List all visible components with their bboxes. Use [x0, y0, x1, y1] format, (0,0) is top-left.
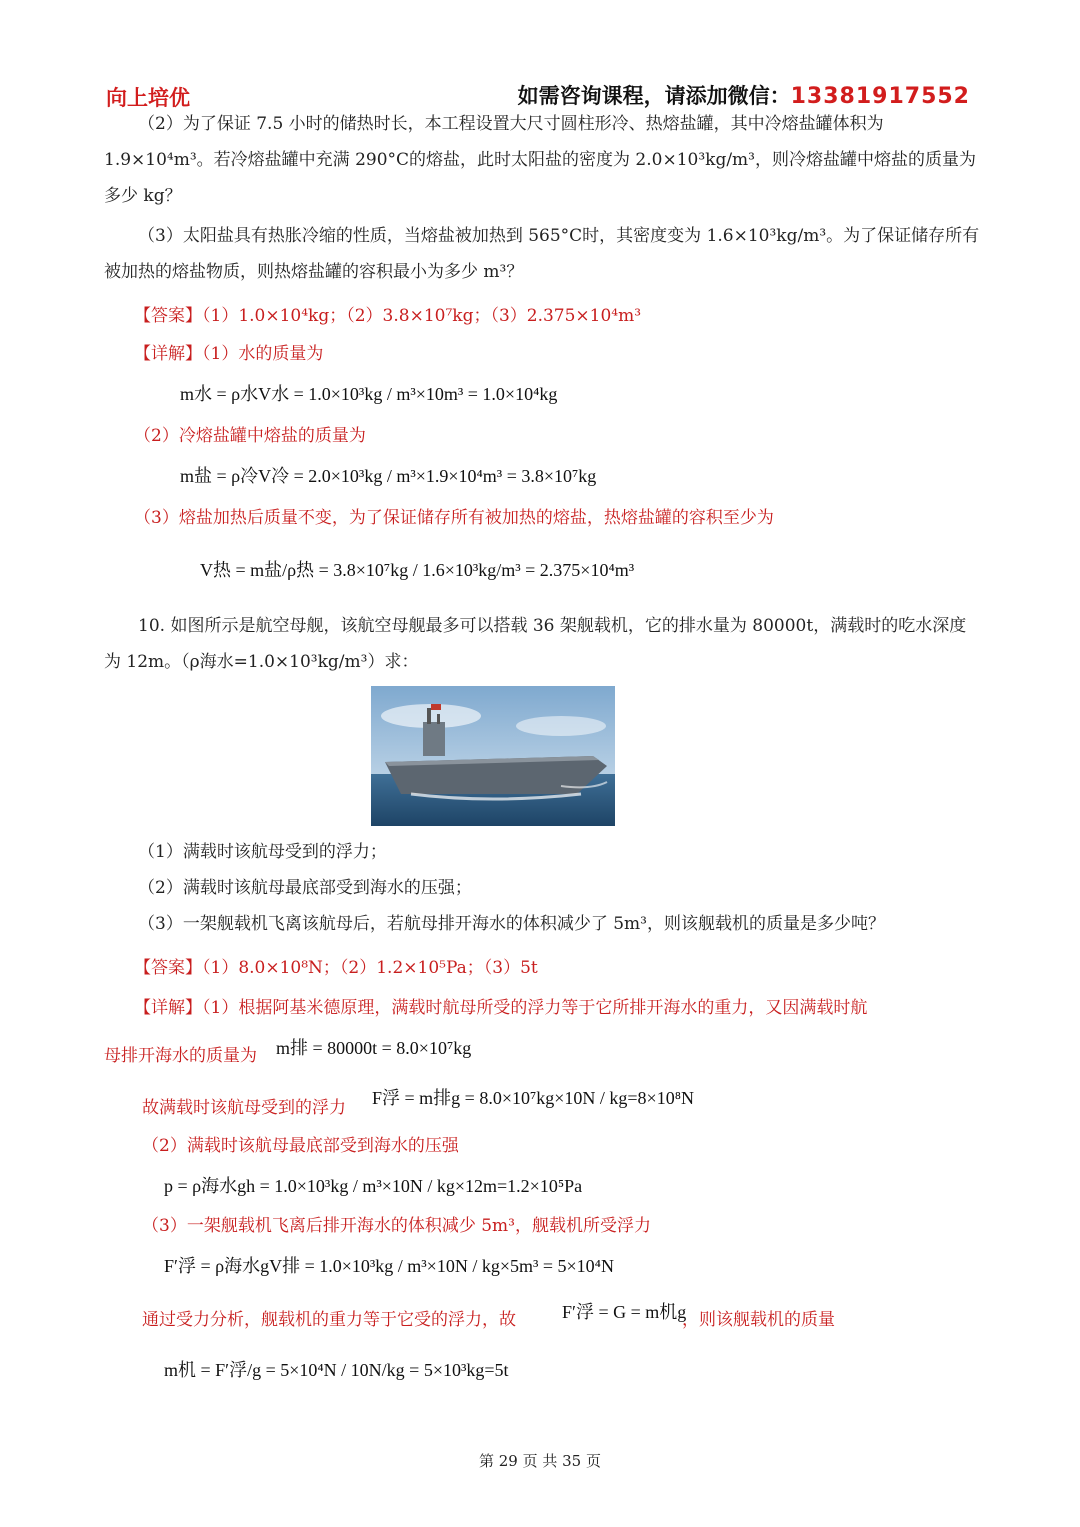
- page-number: 第 29 页 共 35 页: [478, 1452, 601, 1470]
- q9-formula2: m盐 = ρ冷V冷 = 2.0×10³kg / m³×1.9×10⁴m³ = 3.8×10⁷kg: [180, 466, 597, 486]
- q10-detail1c: 故满载时该航母受到的浮力: [142, 1098, 346, 1118]
- brand-title: 向上培优: [106, 86, 190, 110]
- q10-sub2: （2）满载时该航母最底部受到海水的压强；: [138, 878, 472, 898]
- q10-formula4: F′浮 = G = m机g: [562, 1302, 687, 1322]
- q10-formula5: m机 = F′浮/g = 5×10⁴N / 10N/kg = 5×10³kg=5t: [164, 1360, 509, 1380]
- q10-detail4a: 通过受力分析，舰载机的重力等于它受的浮力，故: [142, 1310, 516, 1330]
- aircraft-carrier-photo: [371, 686, 615, 826]
- contact-prefix: 如需咨询课程，请添加微信：: [517, 84, 791, 108]
- q10-detail1a: 【详解】（1）根据阿基米德原理，满载时航母所受的浮力等于它所排开海水的重力，又因满载时航: [134, 998, 868, 1018]
- q10-formula1b: F浮 = m排g = 8.0×10⁷kg×10N / kg=8×10⁸N: [372, 1088, 694, 1108]
- q9-part3: （3）太阳盐具有热胀冷缩的性质，当熔盐被加热到 565°C时，其密度变为 1.6×10³kg/m³。为了保证储存所有被加热的熔盐物质，则热熔盐罐的容积最小为多少 m³？: [104, 226, 980, 282]
- contact-phone: 13381917552: [790, 84, 970, 109]
- q10-sub1: （1）满载时该航母受到的浮力；: [138, 842, 387, 862]
- q9-answer: 【答案】（1）1.0×10⁴kg；（2）3.8×10⁷kg；（3）2.375×10⁴m³: [134, 306, 642, 326]
- q10-detail4b: ，则该舰载机的质量: [682, 1310, 835, 1330]
- q9-formula3: V热 = m盐/ρ热 = 3.8×10⁷kg / 1.6×10³kg/m³ = 2.375×10⁴m³: [200, 560, 635, 580]
- carrier-illustration: [371, 686, 615, 826]
- q10-detail3: （3）一架舰载机飞离后排开海水的体积减少 5m³，舰载机所受浮力: [142, 1216, 651, 1236]
- q10-sub3: （3）一架舰载机飞离该航母后，若航母排开海水的体积减少了 5m³，则该舰载机的质量是多少吨？: [138, 914, 885, 934]
- q9-detail2: （2）冷熔盐罐中熔盐的质量为: [134, 426, 366, 446]
- q10-stem: 10. 如图所示是航空母舰，该航空母舰最多可以搭载 36 架舰载机，它的排水量为 80000t，满载时的吃水深度为 12m。（ρ海水=1.0×10³kg/m³）求：: [104, 616, 967, 672]
- q9-detail3: （3）熔盐加热后质量不变，为了保证储存所有被加热的熔盐，热熔盐罐的容积至少为: [134, 508, 774, 528]
- q9-detail1: 【详解】（1）水的质量为: [134, 344, 324, 364]
- q9-formula1: m水 = ρ水V水 = 1.0×10³kg / m³×10m³ = 1.0×10⁴kg: [180, 384, 558, 404]
- q10-detail2: （2）满载时该航母最底部受到海水的压强: [142, 1136, 459, 1156]
- q10-detail1b: 母排开海水的质量为: [104, 1046, 257, 1066]
- q9-part2: （2）为了保证 7.5 小时的储热时长，本工程设置大尺寸圆柱形冷、热熔盐罐，其中冷熔盐罐体积为 1.9×10⁴m³。若冷熔盐罐中充满 290°C的熔盐，此时太阳盐的密度为 2.0×10³kg/m³，则冷熔盐罐中熔盐的质量为多少 kg？: [104, 114, 976, 206]
- q10-answer: 【答案】（1）8.0×10⁸N；（2）1.2×10⁵Pa；（3）5t: [134, 958, 538, 978]
- q10-formula3: F′浮 = ρ海水gV排 = 1.0×10³kg / m³×10N / kg×5m³ = 5×10⁴N: [164, 1256, 614, 1276]
- q10-formula1: m排 = 80000t = 8.0×10⁷kg: [276, 1038, 472, 1058]
- q10-formula2: p = ρ海水gh = 1.0×10³kg / m³×10N / kg×12m=1.2×10⁵Pa: [164, 1176, 583, 1196]
